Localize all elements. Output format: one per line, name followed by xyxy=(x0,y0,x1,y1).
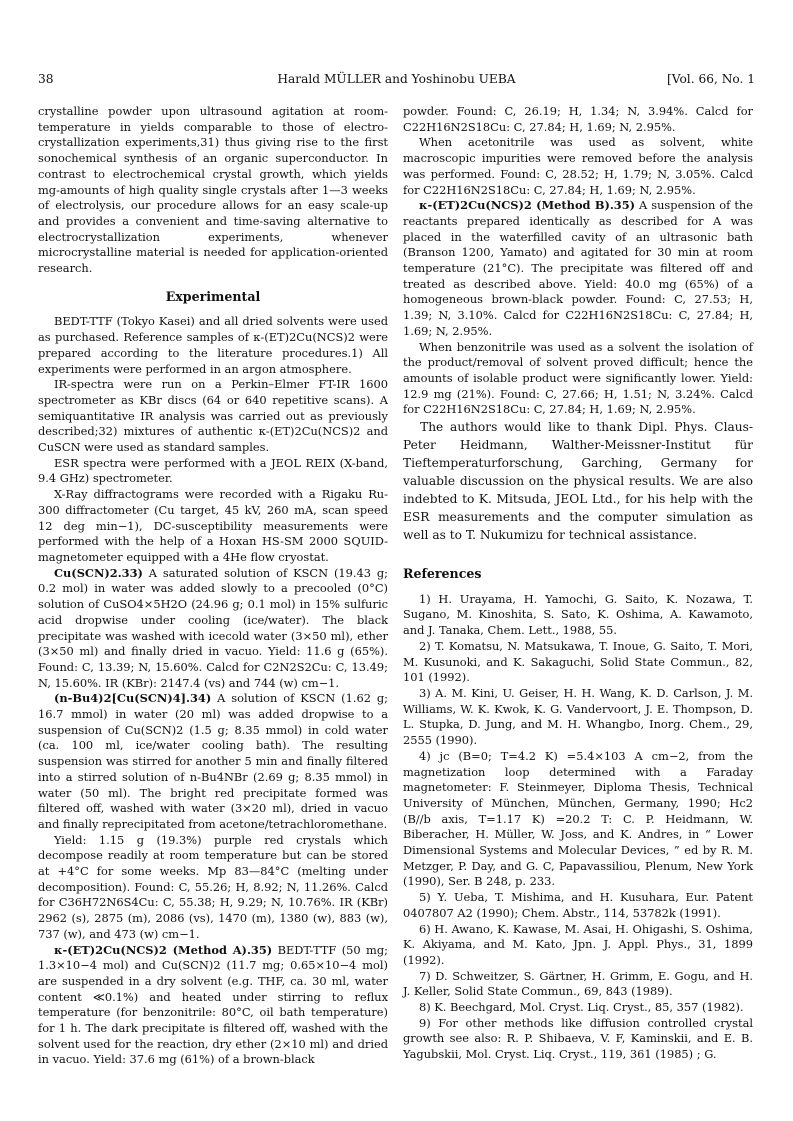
reference-item: 9) For other methods like diffusion controlled crystal growth see also: R. P. Shibaeva, V. F, Kaminskii, and E. B. Yagubskii, Mol. Cryst. Liq. Cryst., 119, 361 (1985) ; G. xyxy=(403,1015,753,1062)
page-number: 38 xyxy=(38,72,54,86)
acknowledgment: The authors would like to thank Dipl. Phys. Claus-Peter Heidmann, Walther-Meissner-Institut für Tieftemperaturforschung, Garching, Germany for valuable discussion on the physical results. We are also indebted to K. Mitsuda, JEOL Ltd., for his help with the ESR measurements and the computer simulation as well as to T. Nukumizu for technical assistance. xyxy=(403,420,753,543)
run-in-heading: κ-(ET)2Cu(NCS)2 (Method B).35) xyxy=(418,198,636,213)
experimental-heading: Experimental xyxy=(165,288,261,304)
procedure-text: A suspension of the reactants prepared identically as described for A was placed in the waterfilled cavity of an ultrasonic bath (Branson 1200, Yamato) and agitated for 30 min at room temperature (21°C). The precipitate was filtered off and treated as described above. Yield: 40.0 mg (65%) of a homogeneous brown-black powder. Found: C, 27.53; H, 1.39; N, 3.10%. Calcd for C22H16N2S18Cu: C, 27.84; H, 1.69; N, 2.95%. xyxy=(403,198,754,338)
reference-item: 8) K. Beechgard, Mol. Cryst. Liq. Cryst., 85, 357 (1982). xyxy=(418,1000,744,1015)
procedure-paragraph xyxy=(38,943,388,1069)
procedure-text: BEDT-TTF (50 mg; 1.3×10−4 mol) and Cu(SCN)2 (11.7 mg; 0.65×10−4 mol) are suspended in a dry solvent (e.g. THF, ca. 30 ml, water content ≪0.1%) and heated under stirring to reflux temperature (for benzonitrile: 80°C, oil bath temperature) for 1 h. The dark precipitate is filtered off, washed with the solvent used for the reaction, dry ether (2×10 ml) and dried in vacuo. Yield: 37.6 mg (61%) of a brown-black xyxy=(38,942,388,1067)
procedure-paragraph xyxy=(38,691,388,832)
reference-item: 7) D. Schweitzer, S. Gärtner, H. Grimm, E. Gogu, and H. J. Keller, Solid State Commun., 69, 843 (1989). xyxy=(403,968,753,999)
paragraph: powder. Found: C, 26.19; H, 1.34; N, 3.94%. Calcd for C22H16N2S18Cu: C, 27.84; H, 1.69; N, 2.95%. xyxy=(403,104,753,134)
run-in-heading: κ-(ET)2Cu(NCS)2 (Method A).35) xyxy=(53,942,273,957)
run-in-heading: Cu(SCN)2.33) xyxy=(53,565,143,580)
paragraph: IR-spectra were run on a Perkin–Elmer FT-IR 1600 spectrometer as KBr discs (64 or 640 repetitive scans). A semiquantitative IR analysis was carried out as previously described;32) mixtures of authentic κ-(ET)2Cu(NCS)2 and CuSCN were used as standard samples. xyxy=(38,377,388,455)
reference-item: 2) T. Komatsu, N. Matsukawa, T. Inoue, G. Saito, T. Mori, M. Kusunoki, and K. Sakaguchi, Solid State Commun., 82, 101 (1992). xyxy=(403,638,753,685)
run-in-heading: (n-Bu4)2[Cu(SCN)4].34) xyxy=(53,691,212,706)
paragraph: When acetonitrile was used as solvent, white macroscopic impurities were removed before the analysis was performed. Found: C, 28.52; H, 1.79; N, 3.05%. Calcd for C22H16N2S18Cu: C, 27.84; H, 1.69; N, 2.95%. xyxy=(403,135,753,197)
procedure-paragraph xyxy=(403,198,753,339)
paragraph: ESR spectra were performed with a JEOL REIX (X-band, 9.4 GHz) spectrometer. xyxy=(38,455,388,486)
references-heading: References xyxy=(403,566,482,582)
intro-paragraph: crystalline powder upon ultrasound agitation at room-temperature in yields comparable to those of electro-crystallization experiments,31) thus giving rise to the first sonochemical synthesis of an organic superconductor. In contrast to electrochemical crystal growth, which yields mg-amounts of high quality single crystals after 1—3 weeks of electrolysis, our procedure allows for an easy scale-up and provides a convenient and time-saving alternative to electrocrystallization experiments, whenever microcrystalline material is needed for application-oriented research. xyxy=(38,104,388,276)
running-header xyxy=(38,70,755,88)
reference-item: 6) H. Awano, K. Kawase, M. Asai, H. Ohigashi, S. Oshima, K. Akiyama, and M. Kato, Jpn. J. Appl. Phys., 31, 1899 (1992). xyxy=(403,921,753,967)
references-list xyxy=(403,592,753,1063)
paragraph: BEDT-TTF (Tokyo Kasei) and all dried solvents were used as purchased. Reference samples of κ-(ET)2Cu(NCS)2 were prepared according to the literature procedures.1) All experiments were performed in an argon atmosphere. xyxy=(38,314,388,376)
right-column xyxy=(403,104,753,1063)
reference-item: 4) jc (B=0; T=4.2 K) =5.4×103 A cm−2, from the magnetization loop determined with a Faraday magnetometer: F. Steinmeyer, Diploma Thesis, Technical University of München, München, Germany, 1990; Hc2 (B//b axis, T=1.17 K) =20.2 T: C. P. Heidmann, W. Biberacher, H. Müller, W. Joss, and K. Andres, in “ Lower Dimensional Systems and Molecular Devices, ” ed by R. M. Metzger, P. Day, and G. C, Papavassiliou, Plenum, New York (1990), Ser. B 248, p. 233. xyxy=(403,748,753,889)
reference-item: 1) H. Urayama, H. Yamochi, G. Saito, K. Nozawa, T. Sugano, M. Kinoshita, S. Sato, K. Oshima, A. Kawamoto, and J. Tanaka, Chem. Lett., 1988, 55. xyxy=(403,591,753,638)
procedure-paragraph xyxy=(38,566,388,692)
paragraph: X-Ray diffractograms were recorded with a Rigaku Ru-300 diffractometer (Cu target, 45 kV, 260 mA, scan speed 12 deg min−1), DC-susceptibility measurements were performed with the help of a Hoxan HS-SM 2000 SQUID-magnetometer equipped with a 4He flow cryostat. xyxy=(38,487,388,564)
running-head-authors: Harald MÜLLER and Yoshinobu UEBA xyxy=(277,72,516,86)
paragraph: Yield: 1.15 g (19.3%) purple red crystals which decompose readily at room temperature but can be stored at +4°C for some weeks. Mp 83—84°C (melting under decomposition). Found: C, 55.26; H, 8.92; N, 11.26%. Calcd for C36H72N6S4Cu: C, 55.38; H, 9.29; N, 10.76%. IR (KBr) 2962 (s), 2875 (m), 2086 (vs), 1470 (m), 1380 (w), 883 (w), 737 (w), and 473 (w) cm−1. xyxy=(38,832,388,941)
procedure-text: A solution of KSCN (1.62 g; 16.7 mmol) in water (20 ml) was added dropwise to a suspension of Cu(SCN)2 (1.5 g; 8.35 mmol) in cold water (ca. 100 ml, ice/water cooling bath). The resulting suspension was stirred for another 5 min and finally filtered into a stirred solution of n-Bu4NBr (2.69 g; 8.35 mmol) in water (50 ml). The bright red precipitate formed was filtered off, washed with water (3×20 ml), dried in vacuo and finally reprecipitated from acetone/tetrachloromethane. xyxy=(38,691,388,831)
left-column xyxy=(38,104,388,1068)
reference-item: 5) Y. Ueba, T. Mishima, and H. Kusuhara, Eur. Patent 0407807 A2 (1990); Chem. Abstr., 114, 53782k (1991). xyxy=(403,890,753,920)
procedure-text: A saturated solution of KSCN (19.43 g; 0.2 mol) in water was added slowly to a precooled (0°C) solution of CuSO4×5H2O (24.96 g; 0.1 mol) in 15% sulfuric acid dropwise under cooling (ice/water). The black precipitate was washed with icecold water (3×50 ml), ether (3×50 ml) and finally dried in vacuo. Yield: 11.6 g (65%). Found: C, 13.39; N, 15.60%. Calcd for C2N2S2Cu: C, 13.49; N, 15.60%. IR (KBr): 2147.4 (vs) and 744 (w) cm−1. xyxy=(38,565,388,690)
reference-item: 3) A. M. Kini, U. Geiser, H. H. Wang, K. D. Carlson, J. M. Williams, W. K. Kwok, K. G. Vandervoort, J. E. Thompson, D. L. Stupka, D. Jung, and M. H. Whangbo, Inorg. Chem., 29, 2555 (1990). xyxy=(403,685,753,748)
paragraph: When benzonitrile was used as a solvent the isolation of the product/removal of solvent proved difficult; hence the amounts of isolable product were significantly lower. Yield: 12.9 mg (21%). Found: C, 27.66; H, 1.51; N, 3.24%. Calcd for C22H16N2S18Cu: C, 27.84; H, 1.69; N, 2.95%. xyxy=(403,339,753,417)
volume-info: [Vol. 66, No. 1 xyxy=(667,72,755,86)
